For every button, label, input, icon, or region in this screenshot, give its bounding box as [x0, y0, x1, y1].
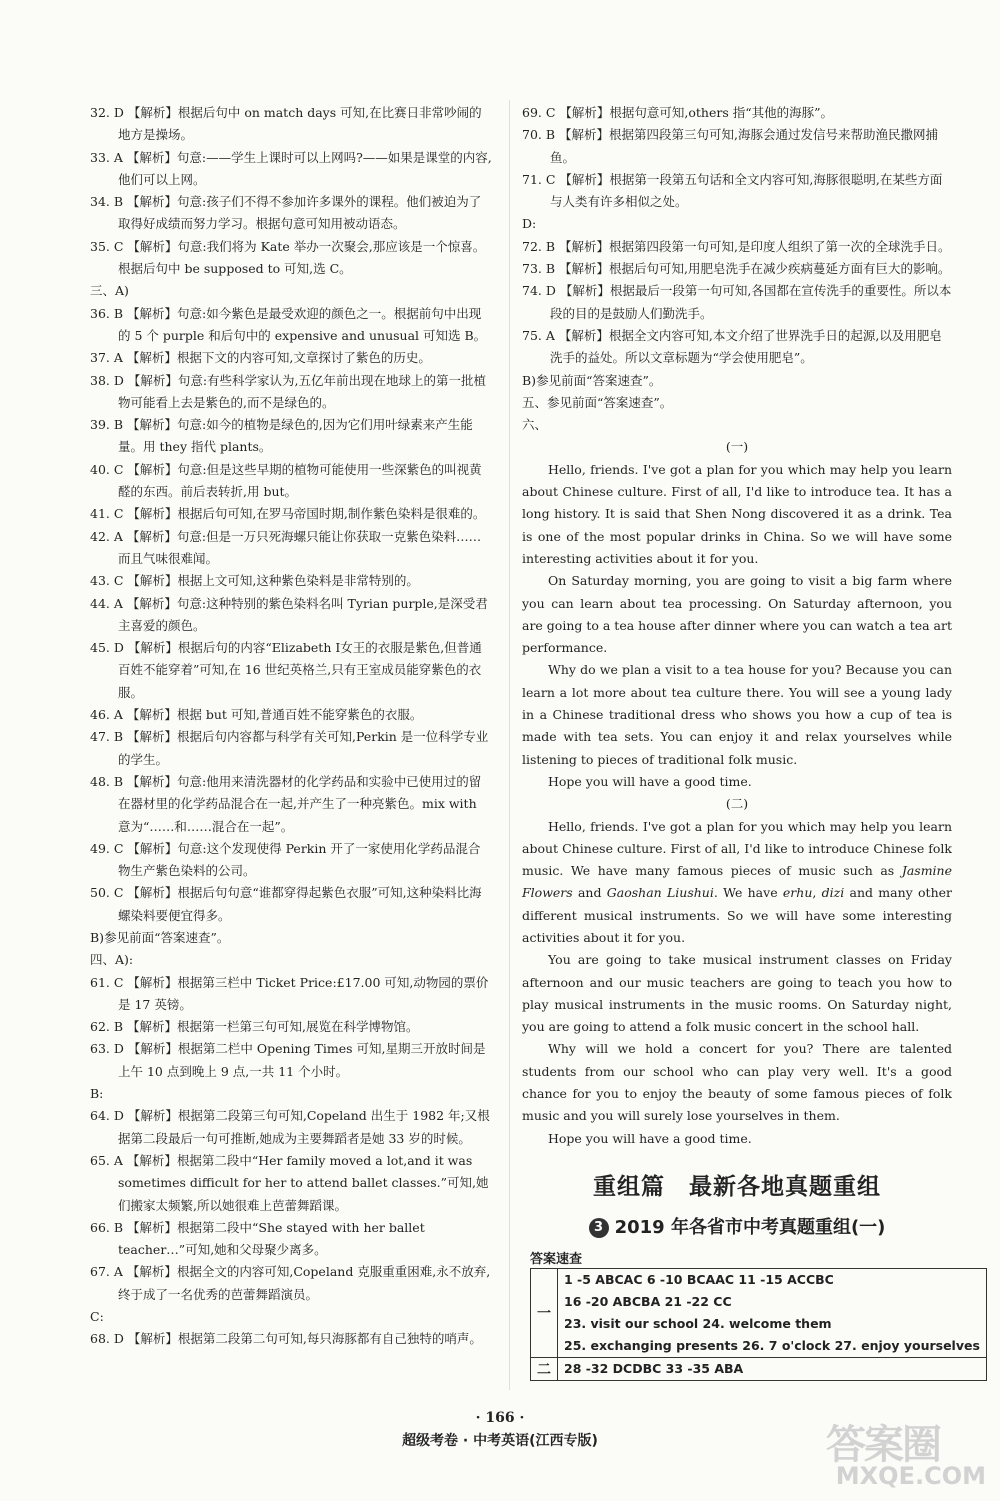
passage-one-paragraph: On Saturday morning, you are going to visit a big farm where you can learn about tea processing. On Saturday afternoon, you are going to a tea house after dinner where you can watch a tea art performance.	[522, 573, 952, 656]
answer-explanation-item: 46. A 【解析】根据 but 可知,普通百姓不能穿紫色的衣服。	[90, 707, 423, 723]
passage-two-paragraph: Why will we hold a concert for you? There are talented students from our school who can play very well. It's a good chance for you to enjoy the beauty of some famous pieces of folk music and you will surely lose yourselves in them.	[522, 1041, 952, 1124]
watermark-url: MXQE.COM	[835, 1462, 986, 1490]
quick-check-label: 答案速查	[530, 1252, 583, 1267]
passage-two-paragraph: You are going to take musical instrument classes on Friday afternoon and our music teachers are going to teach you how to play musical instruments in the music rooms. On Saturday night, you are going to attend a folk music concert in the school hall.	[522, 952, 952, 1035]
answer-explanation-item: 36. B 【解析】句意:如今紫色是最受欢迎的颜色之一。根据前句中出现的 5 个 purple 和后句中的 expensive and unusual 可知选 B。	[90, 305, 487, 343]
answer-explanation-item: 61. C 【解析】根据第三栏中 Ticket Price:£17.00 可知,动物园的票价是 17 英镑。	[90, 974, 489, 1012]
answer-explanation-item: 73. B 【解析】根据后句可知,用肥皂洗手在减少疾病蔓延方面有巨大的影响。	[522, 261, 951, 277]
answer-explanation-item: 47. B 【解析】根据后句内容都与科学有关可知,Perkin 是一位科学专业的学生。	[90, 729, 489, 767]
section-label: B:	[90, 1086, 104, 1102]
song-title: Jasmine Flowers	[522, 863, 952, 901]
section-heading-part2: 最新各地真题重组	[689, 1174, 881, 1200]
sub-heading	[522, 1213, 952, 1239]
instrument-name: dizi	[821, 885, 845, 901]
answer-explanation-item: 75. A 【解析】根据全文内容可知,本文介绍了世界洗手日的起源,以及用肥皂洗手的益处。所以文章标题为“学会使用肥皂”。	[522, 327, 942, 366]
answer-explanation-item: 62. B 【解析】根据第一栏第三句可知,展览在科学博物馆。	[90, 1019, 419, 1035]
answer-explanation-item: 38. D 【解析】句意:有些科学家认为,五亿年前出现在地球上的第一批植物可能看上去是紫色的,而不是绿色的。	[90, 372, 487, 410]
section-label: B)参见前面“答案速查”。	[522, 372, 662, 388]
section-label: 六、	[522, 417, 548, 433]
answer-table	[530, 1268, 987, 1381]
answer-explanation-item: 32. D 【解析】根据后句中 on match days 可知,在比赛日非常吵闹的地方是操场。	[90, 105, 482, 143]
passage-one-title: (一)	[725, 439, 749, 455]
instrument-name: erhu	[782, 885, 813, 901]
section-label: 五、参见前面“答案速查”。	[522, 394, 673, 410]
watermark-logo	[826, 1413, 986, 1493]
right-answer-list	[522, 102, 952, 436]
answer-explanation-item: 34. B 【解析】句意:孩子们不得不参加许多课外的课程。他们被迫为了取得好成绩而努力学习。根据句意可知用被动语态。	[90, 194, 482, 232]
passage-two-paragraph	[522, 816, 952, 950]
answer-line: 23. visit our school 24. welcome them	[564, 1316, 832, 1331]
answer-row	[531, 1358, 987, 1381]
answer-cell	[558, 1358, 987, 1381]
passage-two	[522, 793, 952, 1150]
section-label: B)参见前面“答案速查”。	[90, 929, 230, 945]
answer-cell	[558, 1269, 987, 1358]
answer-explanation-item: 66. B 【解析】根据第二段中“She stayed with her ballet teacher…”可知,她和父母聚少离多。	[90, 1219, 425, 1258]
text-run: and	[572, 885, 607, 901]
answer-explanation-item: 45. D 【解析】根据后句的内容“Elizabeth Ⅰ女王的衣服是紫色,但普通百姓不能穿着”可知,在 16 世纪英格兰,只有王室成员能穿紫色的衣服。	[90, 640, 482, 700]
answer-explanation-item: 33. A 【解析】句意:——学生上课时可以上网吗?——如果是课堂的内容,他们可以上网。	[90, 149, 492, 187]
sub-heading-text: 2019 年各省市中考真题重组(一)	[614, 1217, 886, 1238]
answer-explanation-item: 70. B 【解析】根据第四段第三句可知,海豚会通过发信号来帮助渔民撒网捕鱼。	[522, 127, 938, 165]
passage-one-paragraph: Hello, friends. I've got a plan for you which may help you learn about Chinese culture. First of all, I'd like to introduce tea. It has a long history. It is said that Shen Nong discovered it as a drink. Tea is one of the most popular drinks in China. So we will have some interesting activities about it for you.	[522, 461, 952, 566]
answer-section-symbol: 二	[531, 1358, 558, 1381]
answer-section-symbol: 一	[531, 1269, 558, 1358]
passage-one-paragraph: Why do we plan a visit to a tea house for you? Because you can learn a lot more about tea culture there. You will see a young lady in a Chinese traditional dress who shows you how a cup of tea is made with tea sets. You can enjoy it and relax yourselves while listening to pieces of traditional folk music.	[522, 662, 952, 767]
column-divider	[509, 100, 510, 1390]
answer-explanation-item: 42. A 【解析】句意:但是一万只死海螺只能让你获取一克紫色染料……而且气味很难闻。	[90, 528, 482, 566]
left-column	[90, 102, 492, 1351]
answer-line: 25. exchanging presents 26. 7 o'clock 27. enjoy yourselves	[564, 1338, 980, 1353]
section-number-badge: 3	[589, 1218, 609, 1238]
watermark-text: 答案圈	[826, 1422, 940, 1468]
song-title: Gaoshan Liushui	[606, 885, 714, 901]
answer-explanation-item: 40. C 【解析】句意:但是这些早期的植物可能使用一些深紫色的叫视黄醛的东西。前后表转折,用 but。	[90, 461, 482, 500]
answer-line: 28 -32 DCDBC 33 -35 ABA	[564, 1361, 744, 1376]
text-run: and many other different musical instruments. So we will have some interesting activities about it for you.	[522, 885, 952, 945]
answer-explanation-item: 64. D 【解析】根据第二段第三句可知,Copeland 出生于 1982 年;又根据第二段最后一句可推断,她成为主要舞蹈者是她 33 岁的时候。	[90, 1108, 490, 1146]
passage-one-paragraph: Hope you will have a good time.	[548, 773, 752, 789]
answer-explanation-item: 35. C 【解析】句意:我们将为 Kate 举办一次聚会,那应该是一个惊喜。根据后句中 be supposed to 可知,选 C。	[90, 238, 486, 277]
section-label: C:	[90, 1309, 104, 1325]
passage-one	[522, 436, 952, 793]
answer-explanation-item: 49. C 【解析】句意:这个发现使得 Perkin 开了一家使用化学药品混合物生产紫色染料的公司。	[90, 840, 481, 879]
section-heading	[522, 1168, 952, 1201]
answer-explanation-item: 65. A 【解析】根据第二段中“Her family moved a lot,and it was sometimes difficult for her to attend ballet classes.”可知,她们搬家太频繁,所以她很难上芭蕾舞蹈课。	[90, 1152, 489, 1213]
answer-explanation-item: 50. C 【解析】根据后句句意“谁都穿得起紫色衣服”可知,这种染料比海螺染料要便宜得多。	[90, 885, 482, 923]
answer-explanation-item: 43. C 【解析】根据上文可知,这种紫色染料是非常特别的。	[90, 573, 419, 589]
text-run: Hello, friends. I've got a plan for you which may help you learn about Chinese culture. First of all, I'd like to introduce Chinese folk music. We have many famous pieces of music such as	[522, 818, 952, 879]
page-number: · 166 ·	[475, 1410, 525, 1426]
book-title: 超级考卷 · 中考英语(江西专版)	[402, 1433, 598, 1449]
answer-explanation-item: 71. C 【解析】根据第一段第五句话和全文内容可知,海豚很聪明,在某些方面与人类有许多相似之处。	[522, 171, 943, 210]
answer-explanation-item: 63. D 【解析】根据第二栏中 Opening Times 可知,星期三开放时间是上午 10 点到晚上 9 点,一共 11 个小时。	[90, 1041, 486, 1079]
answer-explanation-item: 74. D 【解析】根据最后一段第一句可知,各国都在宣传洗手的重要性。所以本段的目的是鼓励人们勤洗手。	[522, 283, 952, 321]
answer-line: 16 -20 ABCBA 21 -22 CC	[564, 1294, 732, 1309]
answer-row	[531, 1269, 987, 1358]
passage-two-paragraph: Hope you will have a good time.	[548, 1130, 752, 1146]
answer-explanation-item: 68. D 【解析】根据第二段第二句可知,每只海豚都有自己独特的哨声。	[90, 1331, 482, 1347]
answer-explanation-item: 69. C 【解析】根据句意可知,others 指“其他的海豚”。	[522, 105, 834, 120]
section-label: 四、A):	[90, 952, 134, 968]
answer-explanation-item: 41. C 【解析】根据后句可知,在罗马帝国时期,制作紫色染料是很难的。	[90, 506, 486, 522]
answer-explanation-item: 37. A 【解析】根据下文的内容可知,文章探讨了紫色的历史。	[90, 350, 431, 366]
text-run: ,	[812, 885, 822, 901]
right-column	[522, 102, 952, 1150]
answer-explanation-item: 67. A 【解析】根据全文的内容可知,Copeland 克服重重困难,永不放弃,终于成了一名优秀的芭蕾舞蹈演员。	[90, 1264, 491, 1302]
section-label: D:	[522, 216, 537, 232]
answer-explanation-item: 72. B 【解析】根据第四段第一句可知,是印度人组织了第一次的全球洗手日。	[522, 238, 951, 254]
section-label: 三、A)	[90, 283, 129, 299]
answer-explanation-item: 48. B 【解析】句意:他用来清洗器材的化学药品和实验中已使用过的留在器材里的化学药品混合在一起,并产生了一种亮紫色。mix with 意为“……和……混合在一起”。	[90, 773, 482, 834]
section-heading-part1: 重组篇	[593, 1174, 665, 1200]
answer-explanation-item: 39. B 【解析】句意:如今的植物是绿色的,因为它们用叶绿素来产生能量。用 they 指代 plants。	[90, 417, 473, 455]
passage-two-title: (二)	[725, 796, 749, 812]
answer-explanation-item: 44. A 【解析】句意:这种特别的紫色染料名叫 Tyrian purple,是深受君主喜爱的颜色。	[90, 595, 488, 633]
answer-line: 1 -5 ABCAC 6 -10 BCAAC 11 -15 ACCBC	[564, 1272, 834, 1287]
text-run: . We have	[713, 885, 783, 901]
